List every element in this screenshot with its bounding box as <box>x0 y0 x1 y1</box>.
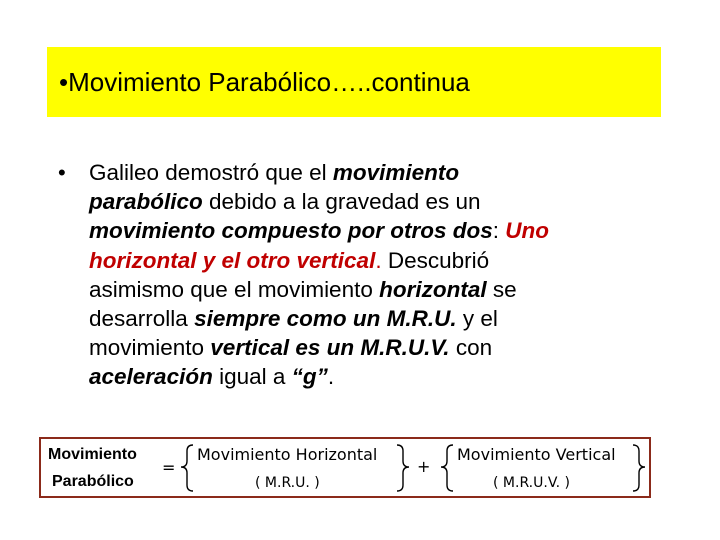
text-run: Descubrió <box>381 247 490 273</box>
text-run: desarrolla <box>89 306 195 332</box>
text-run: . <box>327 364 335 390</box>
slide-title: •Movimiento Parabólico…..continua <box>59 67 470 97</box>
emphasis-run: “g” <box>291 364 328 390</box>
close-brace-icon <box>397 445 409 491</box>
text-run: asimismo que el movimiento <box>89 276 380 302</box>
formula-left-line-2: Parabólico <box>52 473 134 490</box>
text-run: debido a la gravedad es un <box>202 189 481 215</box>
paragraph-line-6 <box>89 304 664 333</box>
text-run: y el <box>456 306 498 332</box>
text-run: Galileo demostró que el <box>89 160 333 185</box>
formula-left-line-1: Movimiento <box>48 446 137 463</box>
open-brace-icon <box>441 445 453 491</box>
paragraph-line-2 <box>89 187 664 216</box>
paragraph-line-3 <box>89 216 664 245</box>
emphasis-run: movimiento compuesto por otros dos <box>89 218 493 244</box>
red-text-run: . <box>375 247 382 273</box>
paragraph-line-4 <box>89 246 664 275</box>
paragraph-line-1 <box>89 158 664 187</box>
plus-sign: + <box>417 457 431 476</box>
open-brace-icon <box>181 445 193 491</box>
title-banner <box>47 47 661 117</box>
emphasis-run: parabólico <box>89 189 203 215</box>
formula-diagram <box>39 437 651 498</box>
text-run: se <box>486 276 517 302</box>
close-brace-icon <box>633 445 645 491</box>
red-emphasis-run: Uno <box>505 218 550 244</box>
paragraph-line-5 <box>89 275 664 304</box>
emphasis-run: aceleración <box>89 364 213 390</box>
term-horizontal-sub: ( M.R.U. ) <box>255 475 320 491</box>
text-run: movimiento <box>89 335 211 361</box>
term-horizontal-title: Movimiento Horizontal <box>197 445 378 464</box>
term-vertical-title: Movimiento Vertical <box>457 445 616 464</box>
text-run: con <box>449 335 493 361</box>
red-emphasis-run: horizontal y el otro vertical <box>89 247 376 273</box>
equals-sign: = <box>162 458 176 477</box>
paragraph-line-8 <box>89 362 664 391</box>
text-run: igual a <box>212 364 292 390</box>
emphasis-run: vertical es un M.R.U.V. <box>210 335 450 361</box>
emphasis-run: movimiento <box>332 160 460 185</box>
bullet-icon: • <box>58 160 66 185</box>
text-run: : <box>492 218 506 244</box>
body-paragraph <box>89 158 664 392</box>
emphasis-run: horizontal <box>379 276 487 302</box>
paragraph-line-7 <box>89 333 664 362</box>
emphasis-run: siempre como un M.R.U. <box>194 306 457 332</box>
term-vertical-sub: ( M.R.U.V. ) <box>493 475 570 491</box>
